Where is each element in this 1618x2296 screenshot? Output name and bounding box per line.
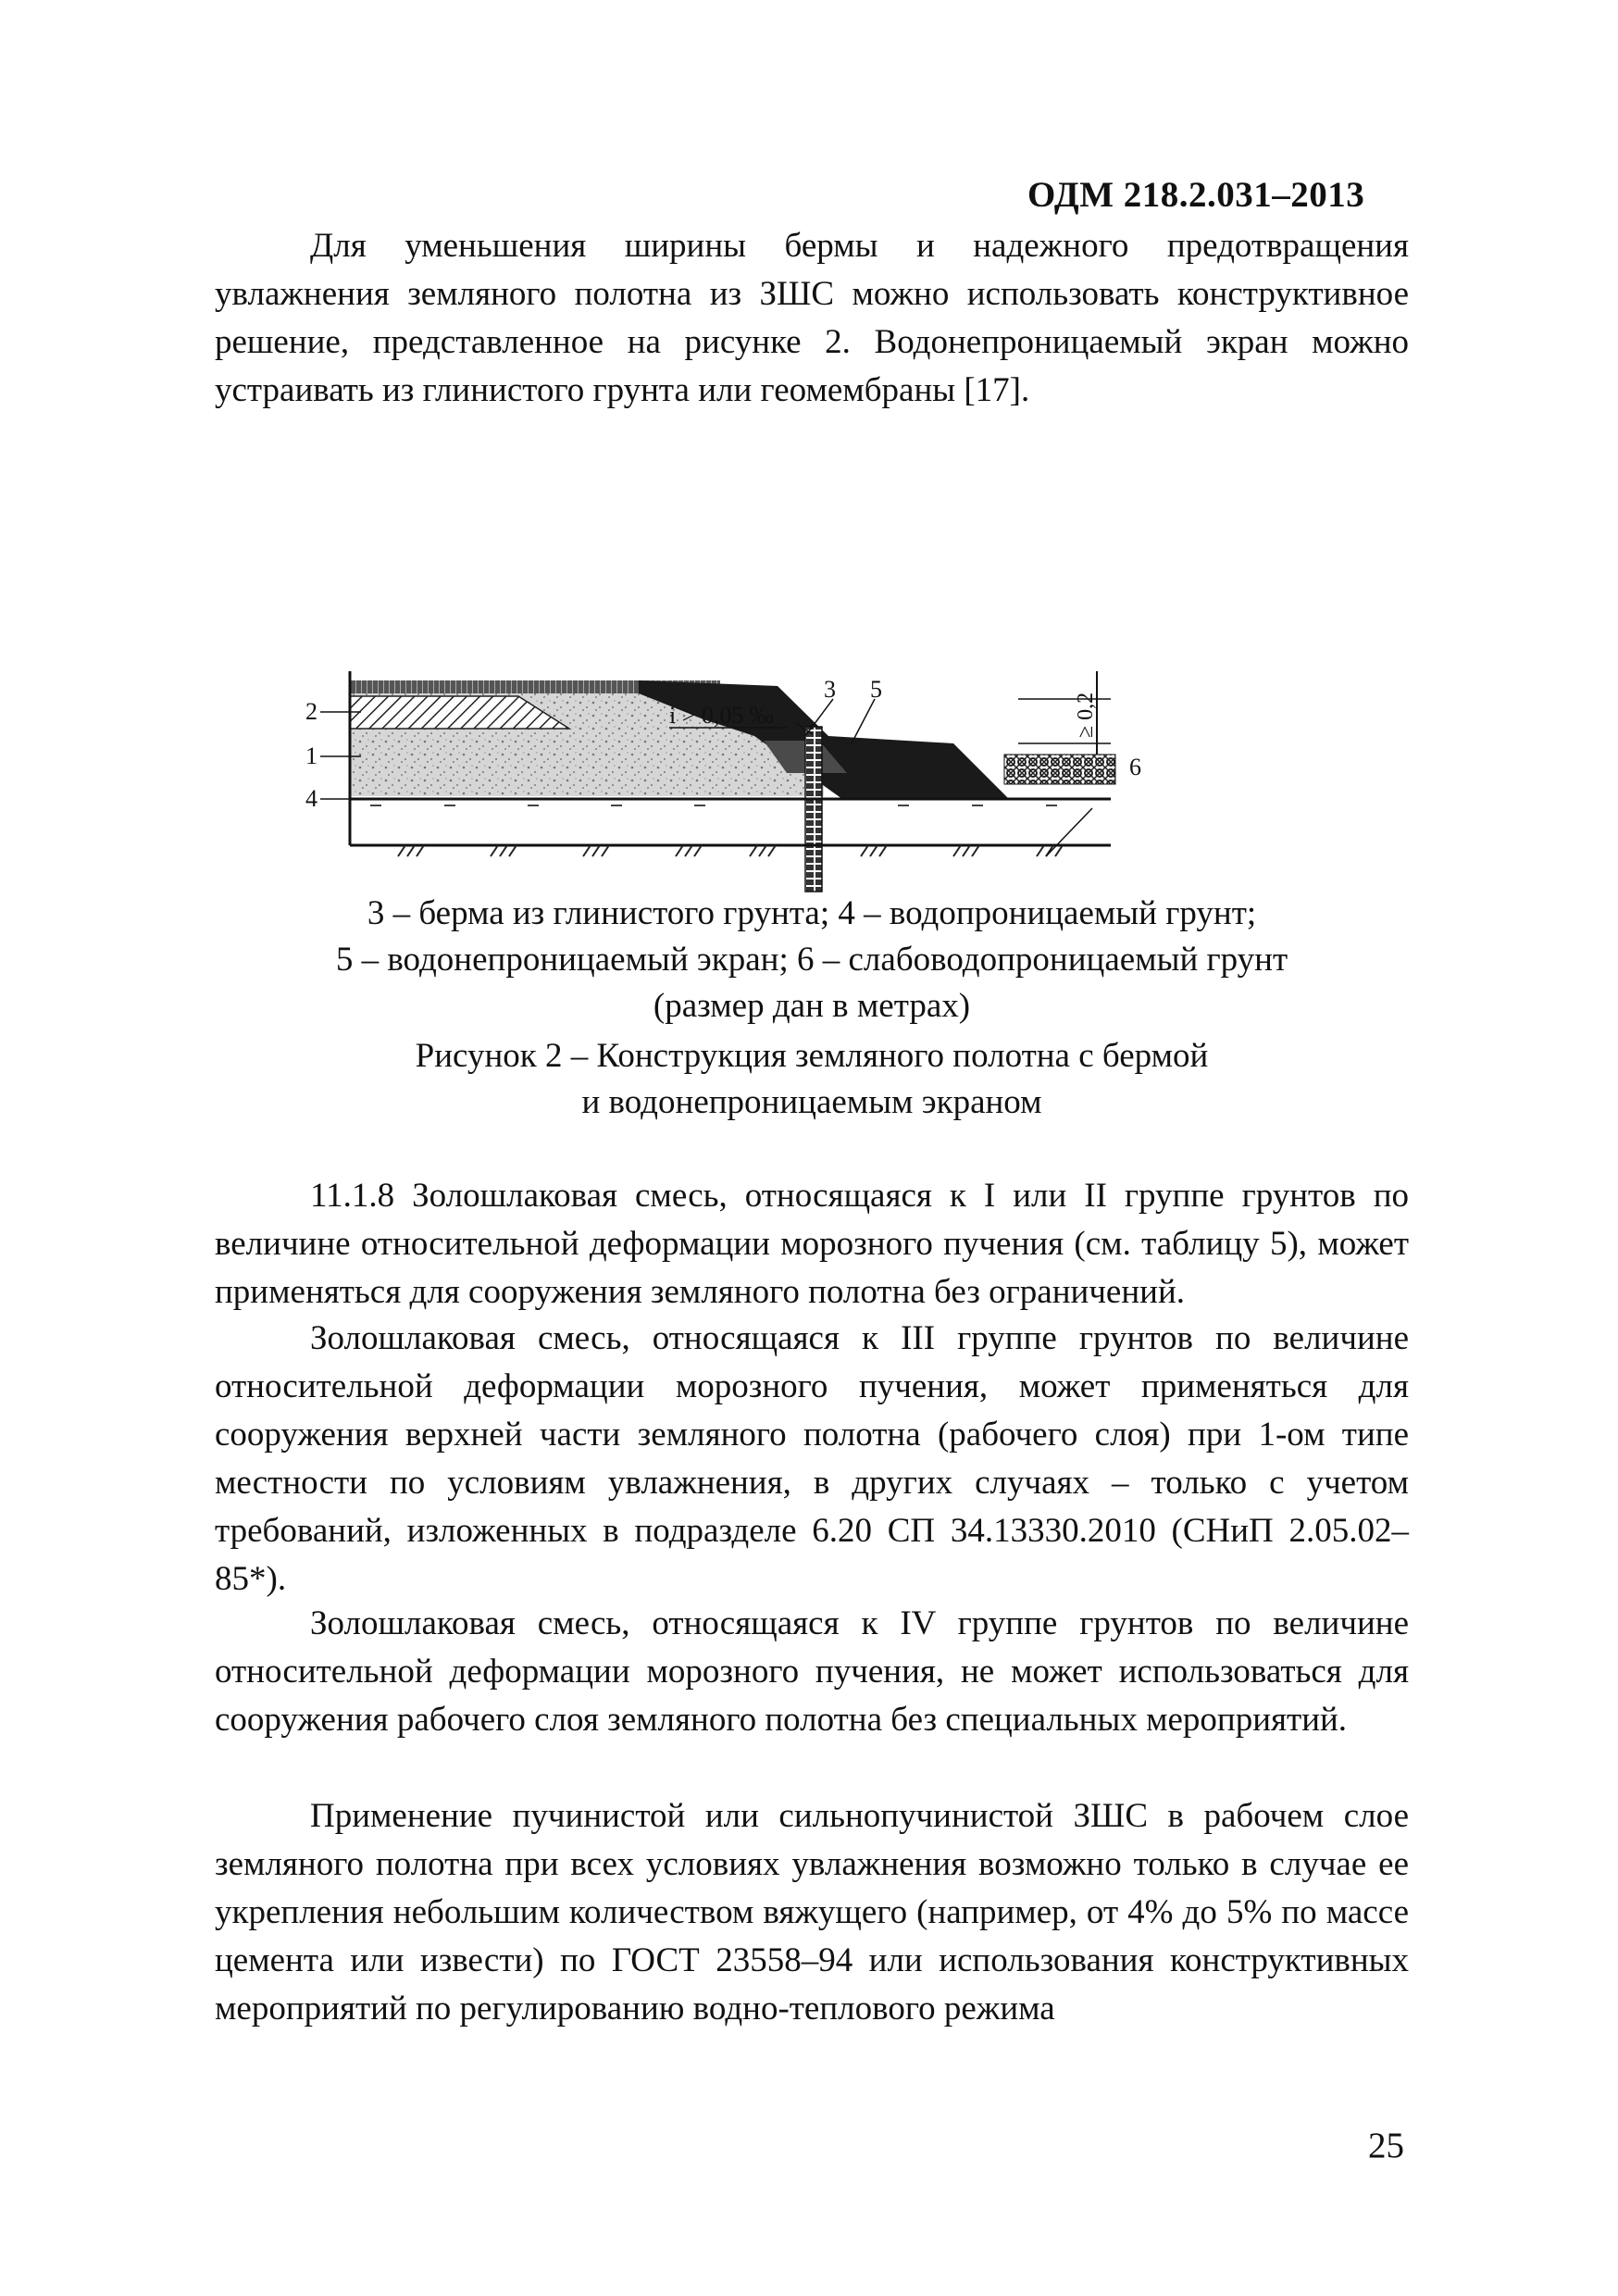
- label-2: 2: [305, 698, 317, 725]
- paragraph-group-iii: Золошлаковая смесь, относящаяся к III группе грунтов по величине относительной деформации морозного пучения, может применяться для сооружения верхней части земляного полотна (рабочего слоя) при 1-ом типе местности по условиям увлажнения, в других случаях – только с учетом требований, изложенных в подразделе 6.20 СП 34.13330.2010 (СНиП 2.05.02–85*).: [215, 1319, 1409, 1598]
- document-code: ОДМ 218.2.031–2013: [1027, 175, 1365, 215]
- label-5: 5: [870, 676, 882, 703]
- weakly-permeable-soil: [1004, 755, 1115, 784]
- slope-label: i > 0,05 ‰: [669, 702, 774, 729]
- paragraph-application: Применение пучинистой или сильнопучинистой ЗШС в рабочем слое земляного полотна при всех условиях увлажнения возможно только в случае ее укрепления небольшим количеством вяжущего (например, от 4% до 5% по массе цемента или извести) по ГОСТ 23558–94 или использования конструктивных мероприятий по регулированию водно-теплового режима: [215, 1797, 1409, 2028]
- label-4: 4: [305, 785, 317, 812]
- figure-legend-line-3: (размер дан в метрах): [653, 987, 971, 1025]
- figure-title-line-2: и водонепроницаемым экраном: [581, 1083, 1042, 1121]
- waterproof-screen: [805, 727, 822, 892]
- embankment-body: [350, 736, 824, 796]
- figure-legend-line-2: 5 – водонепроницаемый экран; 6 – слабоводопроницаемый грунт: [335, 941, 1288, 979]
- figure-2-diagram: [305, 634, 1351, 893]
- label-1: 1: [305, 742, 317, 769]
- figure-legend-line-1: 3 – берма из глинистого грунта; 4 – водопроницаемый грунт;: [367, 894, 1257, 932]
- label-6: 6: [1129, 754, 1141, 780]
- page-number: 25: [1368, 2126, 1404, 2165]
- embankment-cross-section: [305, 634, 1351, 893]
- paragraph-group-iv: Золошлаковая смесь, относящаяся к IV группе грунтов по величине относительной деформации морозного пучения, не может использоваться для сооружения рабочего слоя земляного полотна без специальных мероприятий.: [215, 1604, 1409, 1739]
- figure-title-line-1: Рисунок 2 – Конструкция земляного полотна с бермой: [415, 1037, 1209, 1075]
- paragraph-11-1-8: 11.1.8 Золошлаковая смесь, относящаяся к I или II группе грунтов по величине относительной деформации морозного пучения (см. таблицу 5), может применяться для сооружения земляного полотна без ограничений.: [215, 1177, 1409, 1311]
- height-label: ≥ 0,2: [1074, 692, 1098, 738]
- intro-paragraph: Для уменьшения ширины бермы и надежного предотвращения увлажнения земляного полотна из ЗШС можно использовать конструктивное решение, представленное на рисунке 2. Водонепроницаемый экран можно устраивать из глинистого грунта или геомембраны [17].: [215, 227, 1409, 409]
- ground-ticks: [398, 845, 1063, 856]
- label-3: 3: [824, 676, 836, 703]
